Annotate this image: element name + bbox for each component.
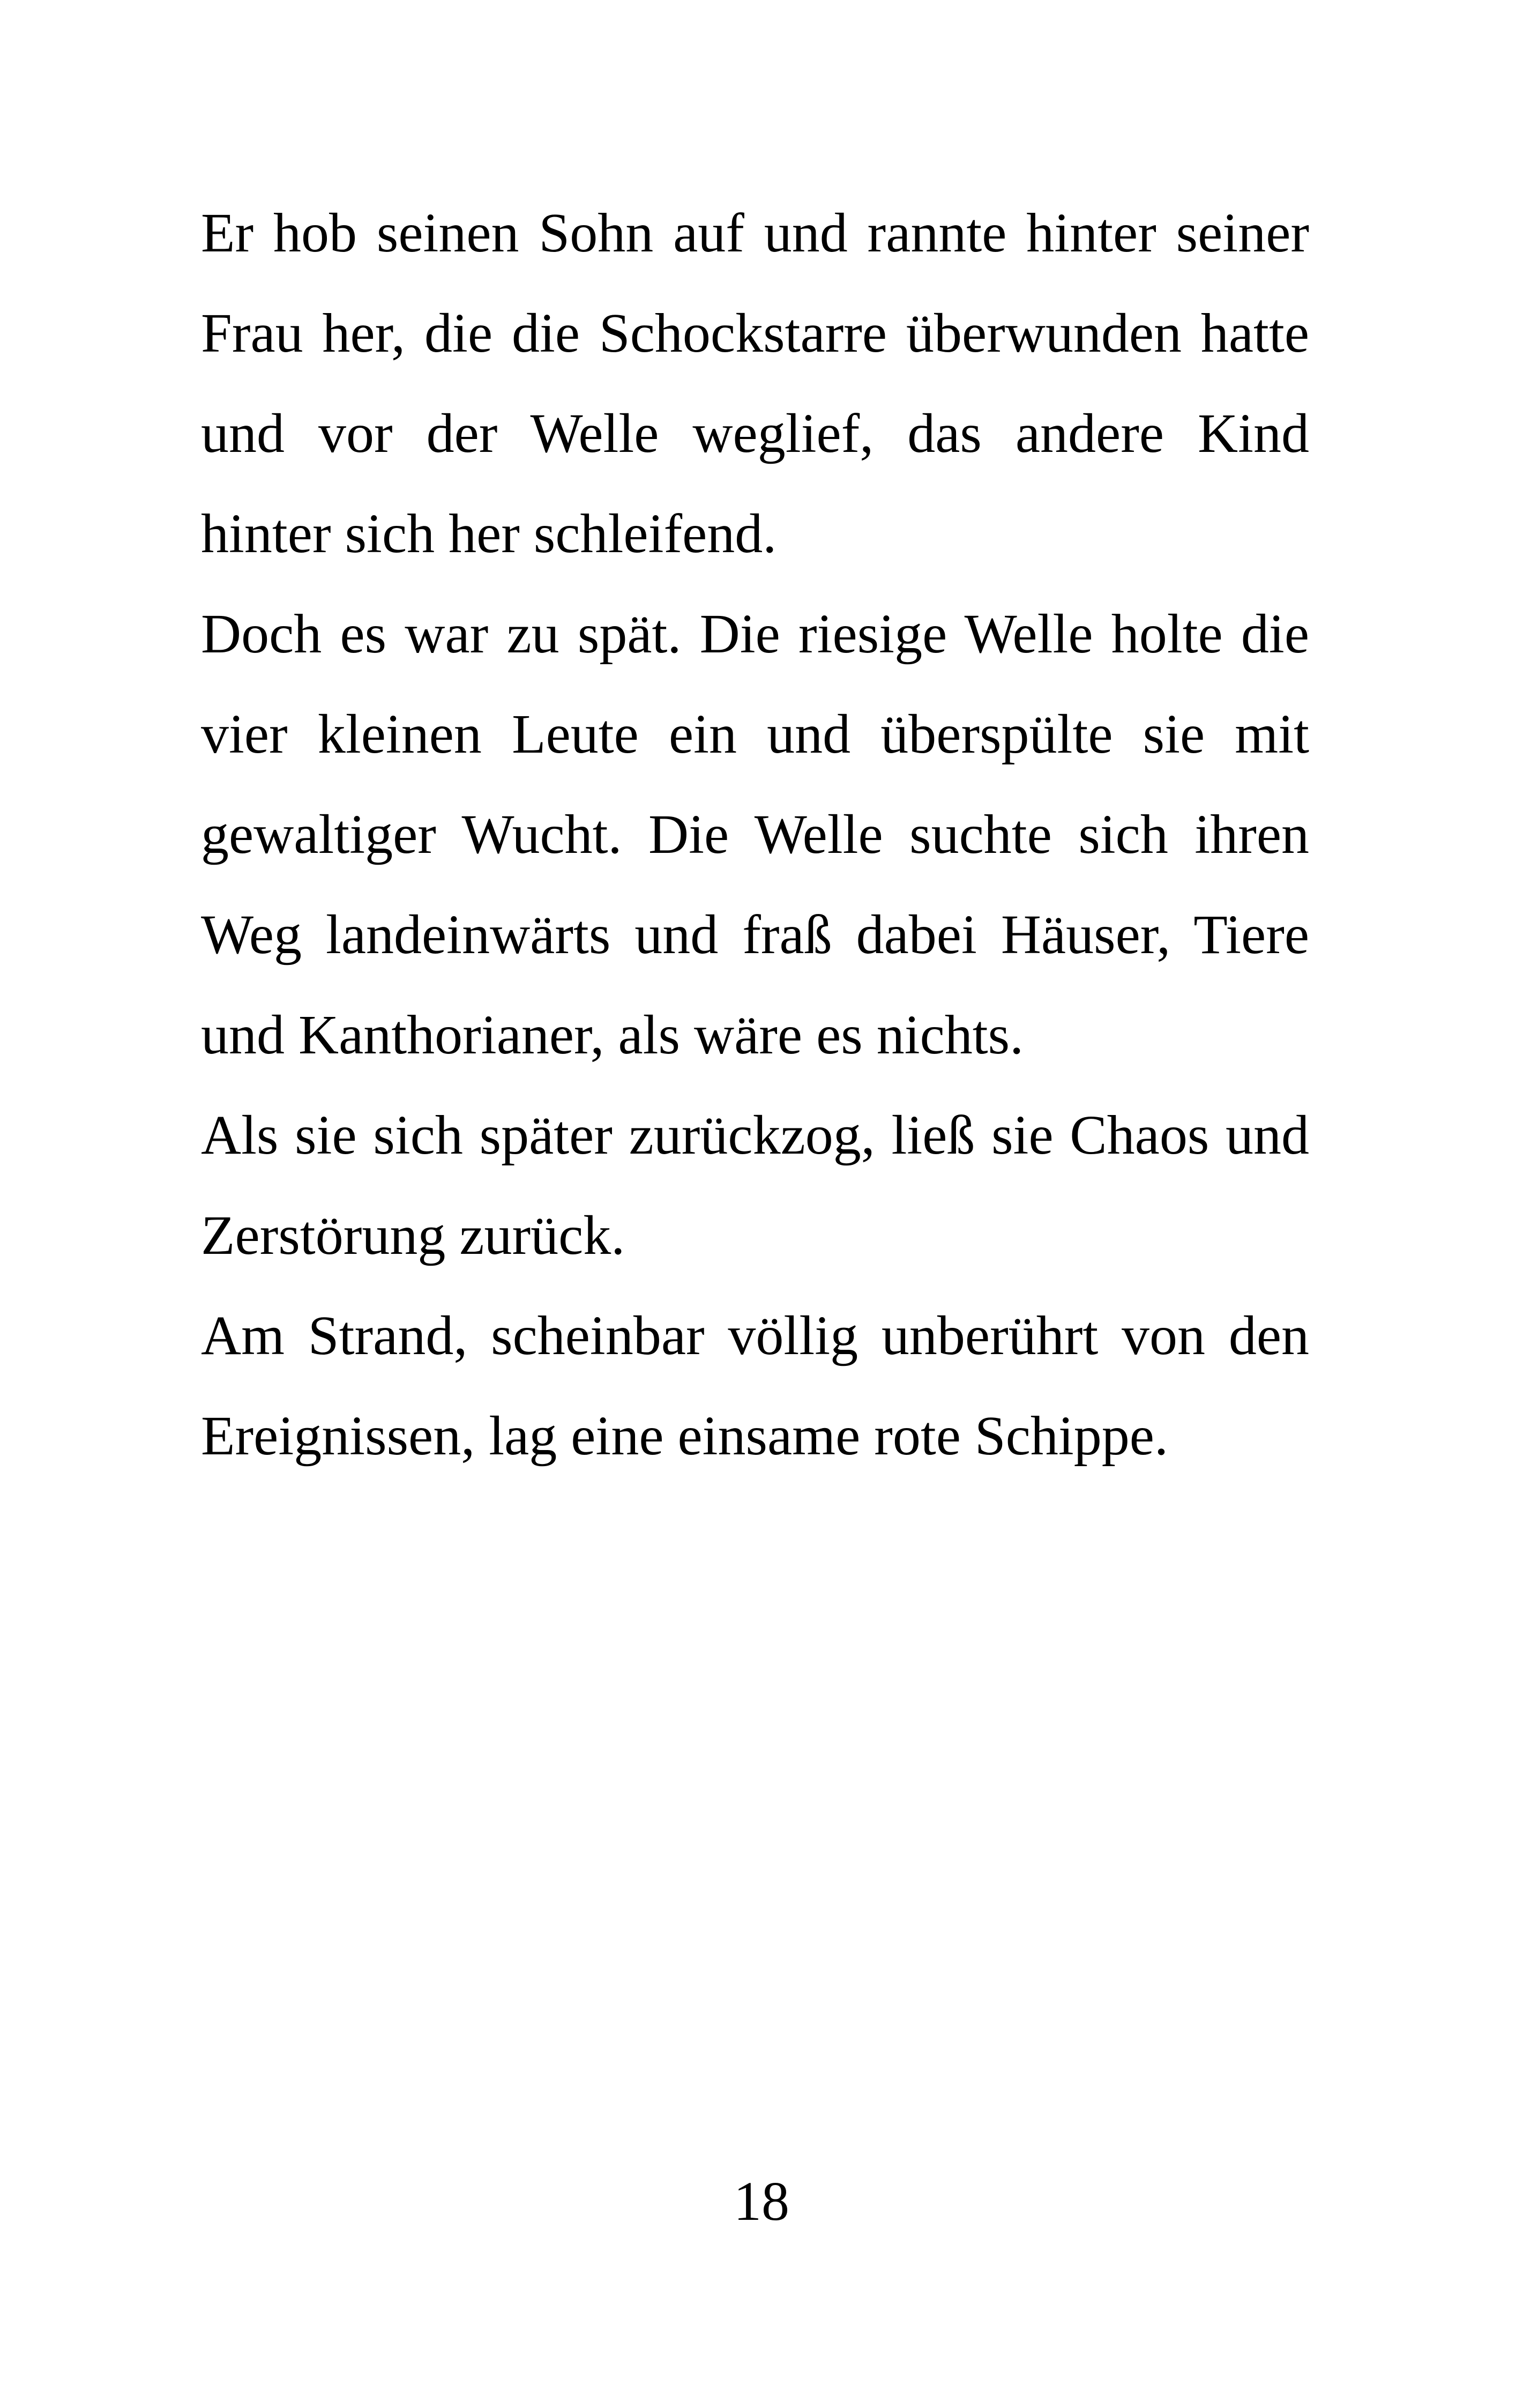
text-line: und Kanthorianer, als wäre es nichts. <box>201 1004 1024 1066</box>
text-line: Am Strand, scheinbar völlig unberührt von den <box>201 1305 1309 1366</box>
text-line: hinter sich her schleifend. <box>201 503 777 564</box>
text-line: Frau her, die die Schockstarre überwunden hatte <box>201 302 1309 364</box>
page-number: 18 <box>734 2171 789 2232</box>
text-line: gewaltiger Wucht. Die Welle suchte sich ihren <box>201 804 1309 865</box>
text-line: Ereignissen, lag eine einsame rote Schippe. <box>201 1405 1168 1467</box>
text-line: und vor der Welle weglief, das andere Kind <box>201 403 1309 464</box>
text-line: Als sie sich später zurückzog, ließ sie Chaos und <box>201 1104 1309 1166</box>
text-line: Weg landeinwärts und fraß dabei Häuser, Tiere <box>201 904 1309 965</box>
text-line: Zerstörung zurück. <box>201 1205 625 1266</box>
text-line: Doch es war zu spät. Die riesige Welle holte die <box>201 603 1309 665</box>
text-line: Er hob seinen Sohn auf und rannte hinter seiner <box>201 202 1309 264</box>
text-line: vier kleinen Leute ein und überspülte sie mit <box>201 703 1309 765</box>
body-text <box>201 185 1309 1488</box>
